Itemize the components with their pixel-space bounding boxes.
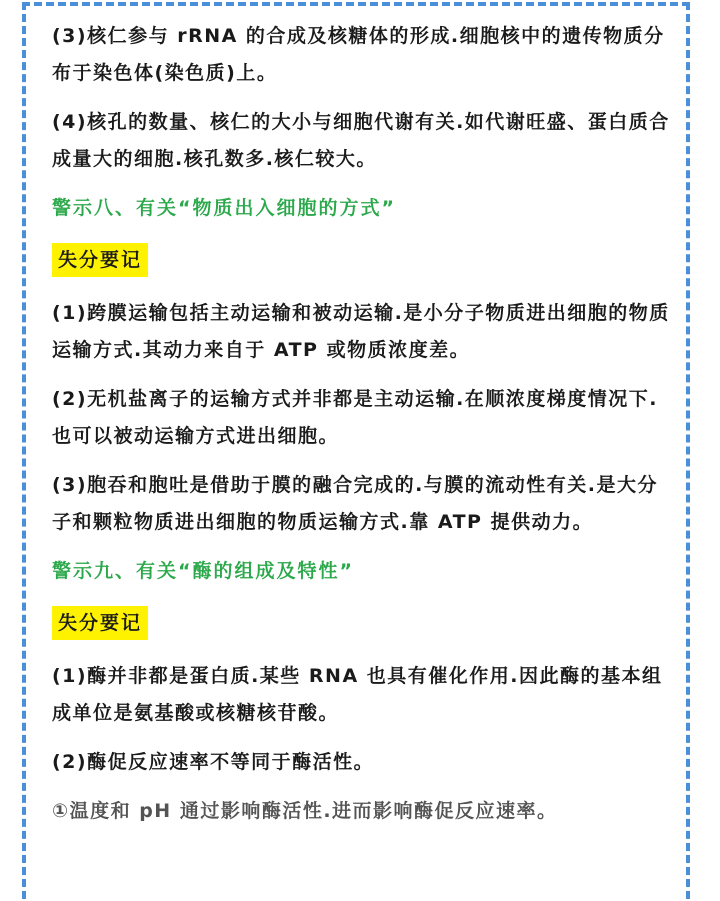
paragraph-endocytosis: (3)胞吞和胞吐是借助于膜的融合完成的.与膜的流动性有关.是大分子和颗粒物质进出细胞的物质运输方式.靠 ATP 提供动力。 (52, 474, 659, 533)
document-content (52, 18, 672, 842)
key-points-badge: 失分要记 (52, 606, 148, 640)
paragraph-inorganic-ions: (2)无机盐离子的运输方式并非都是主动运输.在顺浓度梯度情况下.也可以被动运输方式进出细胞。 (52, 388, 659, 447)
key-points-badge: 失分要记 (52, 243, 148, 277)
section-heading-9: 警示九、有关“酶的组成及特性” (52, 560, 354, 582)
paragraph-temperature-ph: ①温度和 pH 通过影响酶活性.进而影响酶促反应速率。 (52, 800, 558, 822)
section-heading-8: 警示八、有关“物质出入细胞的方式” (52, 197, 396, 219)
paragraph-enzyme-composition: (1)酶并非都是蛋白质.某些 RNA 也具有催化作用.因此酶的基本组成单位是氨基酸或核糖核苷酸。 (52, 665, 663, 724)
paragraph-nuclear-pore: (4)核孔的数量、核仁的大小与细胞代谢有关.如代谢旺盛、蛋白质合成量大的细胞.核孔数多.核仁较大。 (52, 111, 670, 170)
badge-row (52, 243, 672, 283)
paragraph-enzyme-rate: (2)酶促反应速率不等同于酶活性。 (52, 751, 375, 773)
paragraph-transmembrane: (1)跨膜运输包括主动运输和被动运输.是小分子物质进出细胞的物质运输方式.其动力来自于 ATP 或物质浓度差。 (52, 302, 670, 361)
badge-row (52, 606, 672, 646)
paragraph-nucleolus: (3)核仁参与 rRNA 的合成及核糖体的形成.细胞核中的遗传物质分布于染色体(染色质)上。 (52, 25, 665, 84)
